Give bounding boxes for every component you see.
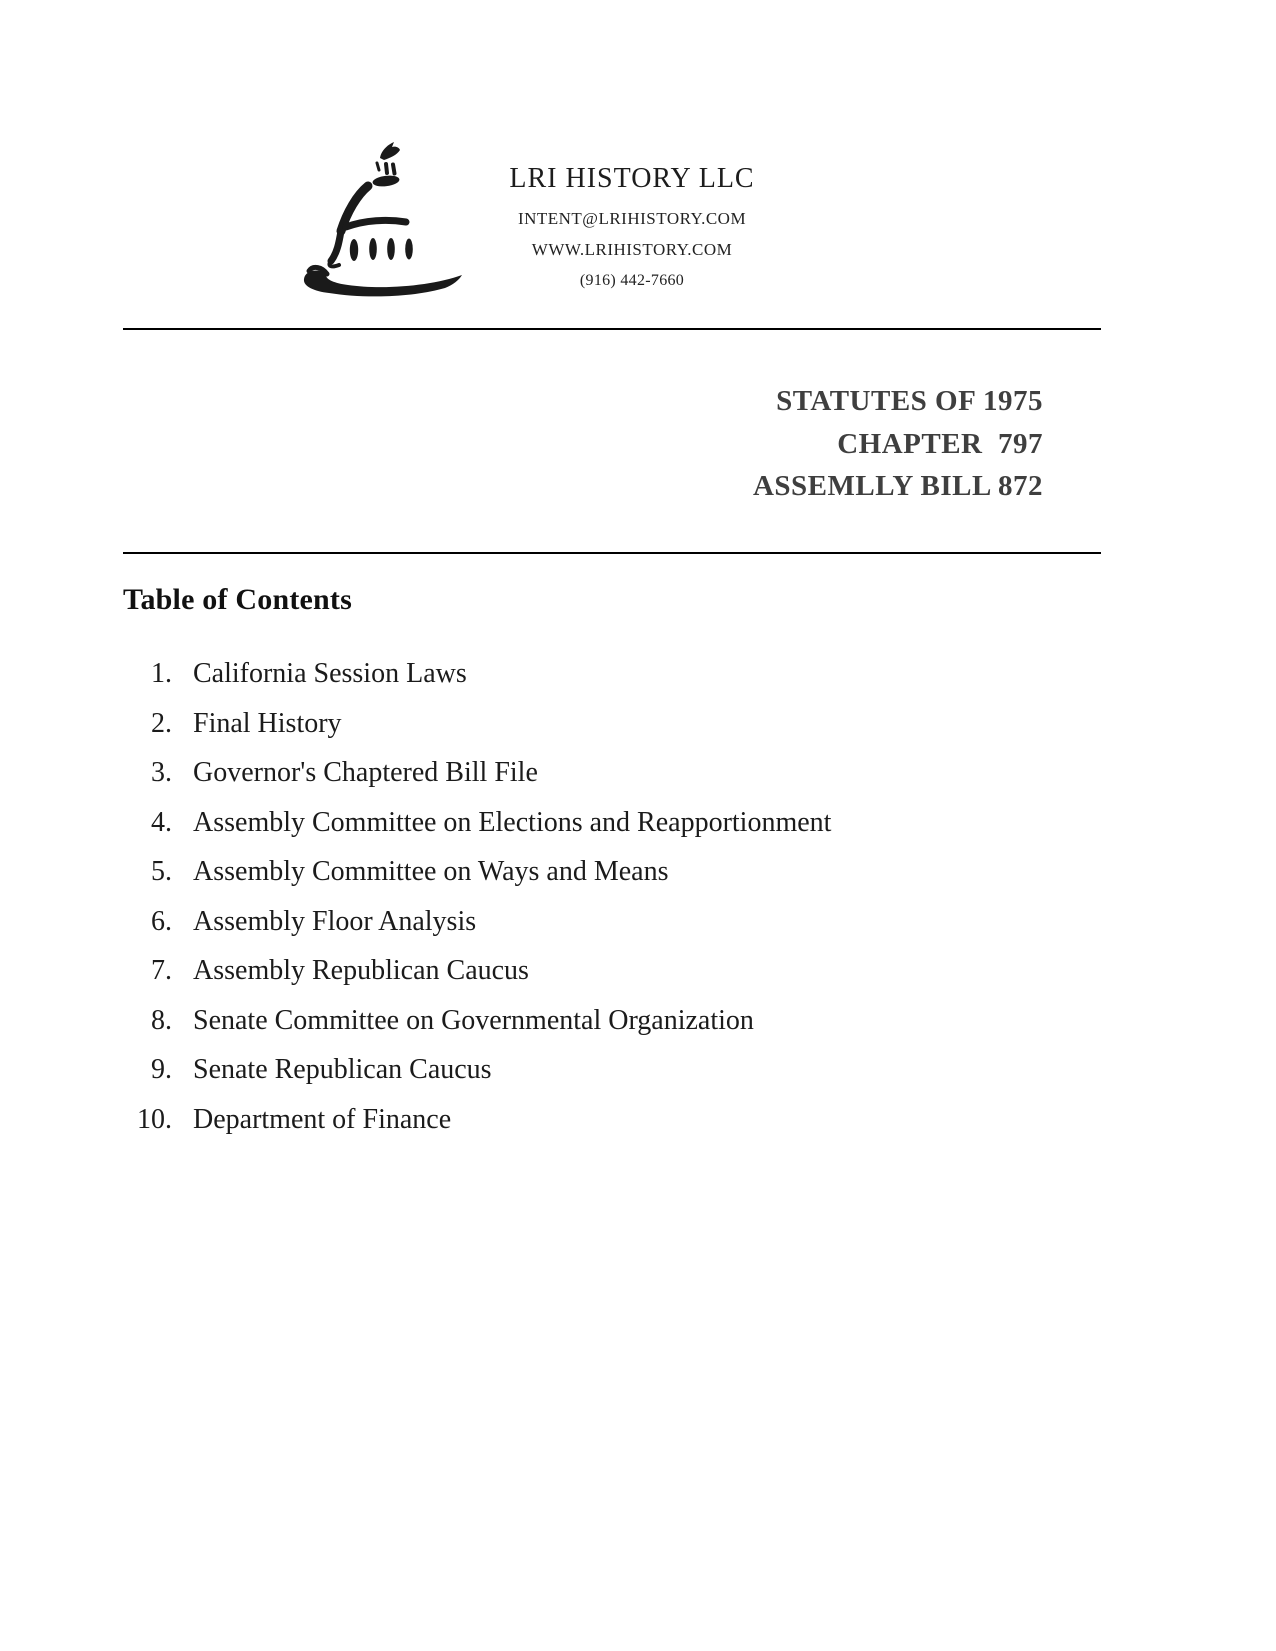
toc-list	[0, 649, 831, 1144]
contact-block	[422, 203, 842, 296]
toc-item: Governor's Chaptered Bill File	[193, 757, 538, 788]
toc-item: Assembly Floor Analysis	[193, 905, 477, 937]
website-address: WWW.LRIHISTORY.COM	[531, 240, 733, 259]
toc-item: Assembly Republican Caucus	[193, 955, 529, 986]
toc-heading: Table of Contents	[123, 583, 352, 616]
phone-number: (916) 442-7660	[579, 272, 685, 289]
toc-item: Senate Committee on Governmental Organization	[193, 1004, 754, 1036]
toc-item: Assembly Committee on Ways and Means	[193, 856, 669, 887]
toc-item: California Session Laws	[193, 658, 467, 689]
email-address: INTENT@LRIHISTORY.COM	[517, 209, 747, 228]
divider-rule-middle	[123, 552, 1101, 554]
toc-item: Assembly Committee on Elections and Reapportionment	[193, 806, 832, 838]
statutes-year-line: STATUTES OF 1975	[776, 385, 1043, 417]
divider-rule-top	[123, 328, 1101, 330]
statute-title-block	[753, 380, 1043, 508]
assembly-bill-line: ASSEMLLY BILL 872	[752, 470, 1043, 502]
company-name: LRI HISTORY LLC	[509, 163, 755, 194]
toc-item: Department of Finance	[193, 1103, 452, 1135]
letterhead	[422, 162, 842, 296]
toc-item: Senate Republican Caucus	[193, 1054, 492, 1085]
toc-item: Final History	[193, 707, 342, 739]
chapter-line: CHAPTER 797	[837, 427, 1043, 460]
